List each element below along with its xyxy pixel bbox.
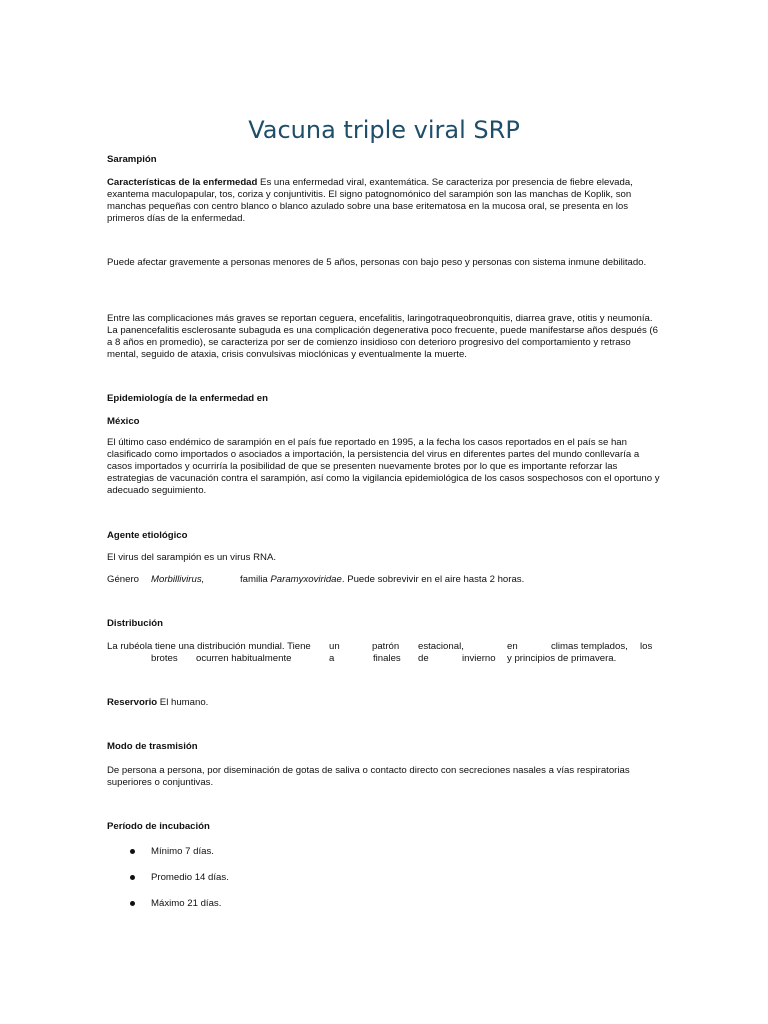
text-reservorio: El humano. [157,697,209,708]
label-reservorio: Reservorio [107,697,158,708]
text-caracteristicas: Es una enfermedad viral, exantemática. Se caracteriza por presencia de fiebre elevada, exantema maculopapular, tos, coriza y conjuntivitis. El signo patognomónico del sarampión son las manchas de Koplik, son manchas pequeñas con centro blanco o blanco azulado sobre una base eritematosa en la mucosa oral, se presenta en los primeros días de la enfermedad. [107,177,633,224]
distribucion-word: y principios de primavera. [507,653,617,664]
paragraph-caracteristicas [107,177,663,225]
distribucion-word: un [329,641,340,652]
list-item: Mínimo 7 días. [151,846,214,857]
distribucion-word: brotes [151,653,178,664]
distribucion-word: ocurren habitualmente [196,653,292,664]
label-genero: Género [107,574,139,585]
list-item: Promedio 14 días. [151,872,229,883]
distribucion-word: climas templados, [551,641,628,652]
bullet-icon [130,849,135,854]
document-title: Vacuna triple viral SRP [248,116,520,144]
label-caracteristicas: Características de la enfermedad [107,177,258,188]
paragraph-trasmision: De persona a persona, por diseminación de gotas de saliva o contacto directo con secreciones nasales a vías respiratorias superiores o conjuntivas. [107,765,630,788]
heading-epidemiologia: Epidemiología de la enfermedad en [107,393,268,404]
label-familia: familia [240,574,268,585]
distribucion-word: invierno [462,653,496,664]
heading-agente: Agente etiológico [107,530,188,541]
heading-trasmision: Modo de trasmisión [107,741,198,752]
text-virus-rna: El virus del sarampión es un virus RNA. [107,552,277,563]
heading-mexico: México [107,416,140,427]
distribucion-word: los [640,641,653,652]
paragraph-epidemiologia: El último caso endémico de sarampión en el país fue reportado en 1995, a la fecha los casos reportados en el país se han clasificado como importados o asociados a importación, la persistencia del virus en diferentes partes del mundo conllevaría a casos importados y ocurriría la posibilidad de que se presenten nuevamente brotes por lo que es importante reforzar las estrategias de vacunación contra el sarampión, así como la vigilancia epidemiológica de los casos sospechosos con el oportuno y adecuado seguimiento. [107,437,660,496]
familia-line [240,574,524,586]
distribucion-word: estacional, [418,641,464,652]
distribucion-word: La rubéola tiene una distribución mundial. Tiene [107,641,311,652]
heading-incubacion: Período de incubación [107,821,210,832]
heading-distribucion: Distribución [107,618,163,629]
heading-sarampion: Sarampión [107,154,157,165]
value-familia: Paramyxoviridae [270,574,342,585]
paragraph-reservorio [107,697,663,709]
list-item: Máximo 21 días. [151,898,222,909]
distribucion-word: a [329,653,335,664]
value-genero: Morbillivirus, [151,574,205,585]
paragraph-afectacion: Puede afectar gravemente a personas menores de 5 años, personas con bajo peso y personas con sistema inmune debilitado. [107,257,647,268]
text-familia-rest: . Puede sobrevivir en el aire hasta 2 horas. [341,574,525,585]
distribucion-word: en [507,641,518,652]
paragraph-complicaciones: Entre las complicaciones más graves se reportan ceguera, encefalitis, laringotraqueobronquitis, diarrea grave, otitis y neumonía. La panencefalitis esclerosante subaguda es una complicación degenerativa poco frecuente, puede manifestarse años después (6 a 8 años en promedio), se caracteriza por ser de comienzo insidioso con deterioro progresivo del comportamiento y retraso mental, seguido de ataxia, crisis convulsivas mioclónicas y eventualmente la muerte. [107,313,658,360]
distribucion-word: finales [373,653,401,664]
bullet-icon [130,901,135,906]
distribucion-word: patrón [372,641,400,652]
bullet-icon [130,875,135,880]
distribucion-word: de [418,653,429,664]
